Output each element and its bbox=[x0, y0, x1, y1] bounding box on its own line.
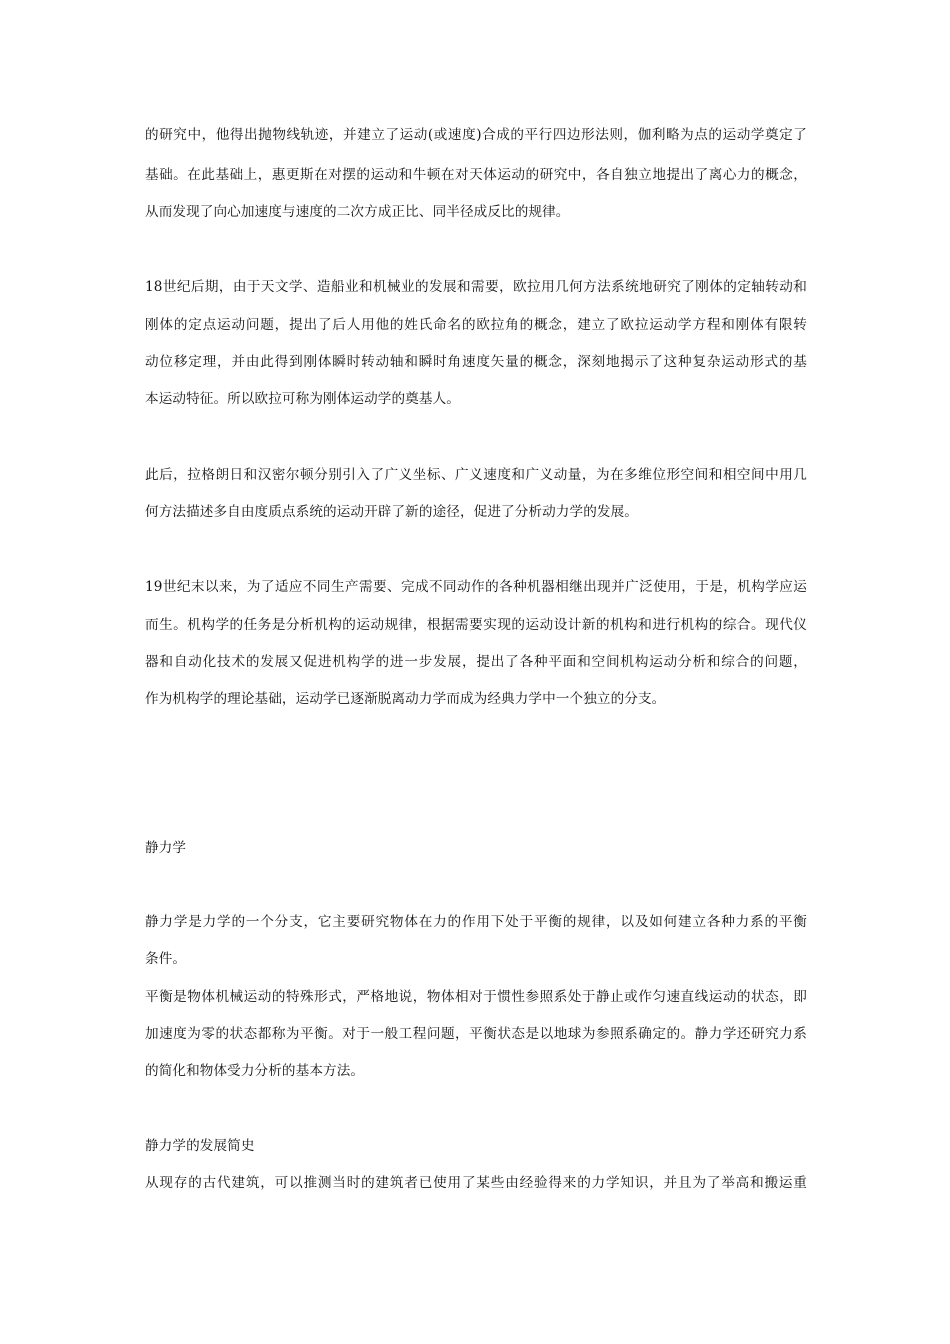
paragraph-5-line-2: 条件。 bbox=[145, 951, 187, 967]
paragraph-1-line-1: 的研究中，他得出抛物线轨迹，并建立了运动(或速度)合成的平行四边形法则，伽利略为点的运动学奠定了 bbox=[145, 127, 807, 143]
document-page bbox=[145, 0, 807, 1344]
paragraph-4-line-3: 器和自动化技术的发展又促进机构学的进一步发展，提出了各种平面和空间机构运动分析和综合的问题， bbox=[145, 654, 807, 670]
section-heading-statics-history: 静力学的发展简史 bbox=[145, 1138, 255, 1154]
paragraph-1-line-2: 基础。在此基础上，惠更斯在对摆的运动和牛顿在对天体运动的研究中，各自独立地提出了离心力的概念， bbox=[145, 167, 807, 183]
paragraph-4-line-4: 作为机构学的理论基础，运动学已逐渐脱离动力学而成为经典力学中一个独立的分支。 bbox=[145, 691, 666, 707]
paragraph-5-line-1: 静力学是力学的一个分支，它主要研究物体在力的作用下处于平衡的规律，以及如何建立各种力系的平衡 bbox=[145, 914, 807, 930]
paragraph-2-line-2: 刚体的定点运动问题，提出了后人用他的姓氏命名的欧拉角的概念，建立了欧拉运动学方程和刚体有限转 bbox=[145, 317, 807, 333]
paragraph-2-line-1: 18世纪后期，由于天文学、造船业和机械业的发展和需要，欧拉用几何方法系统地研究了刚体的定轴转动和 bbox=[145, 279, 807, 295]
paragraph-2-line-3: 动位移定理，并由此得到刚体瞬时转动轴和瞬时角速度矢量的概念，深刻地揭示了这种复杂运动形式的基 bbox=[145, 354, 807, 370]
section-heading-statics: 静力学 bbox=[145, 840, 187, 856]
paragraph-5-line-5: 的简化和物体受力分析的基本方法。 bbox=[145, 1063, 365, 1079]
paragraph-4-line-2: 而生。机构学的任务是分析机构的运动规律，根据需要实现的运动设计新的机构和进行机构的综合。现代仪 bbox=[145, 617, 807, 633]
paragraph-2-line-4: 本运动特征。所以欧拉可称为刚体运动学的奠基人。 bbox=[145, 391, 460, 407]
paragraph-1-line-3: 从而发现了向心加速度与速度的二次方成正比、同半径成反比的规律。 bbox=[145, 204, 570, 220]
paragraph-4-line-1: 19世纪末以来，为了适应不同生产需要、完成不同动作的各种机器相继出现并广泛使用，于是，机构学应运 bbox=[145, 579, 807, 595]
paragraph-6-line-1: 从现存的古代建筑，可以推测当时的建筑者已使用了某些由经验得来的力学知识，并且为了举高和搬运重 bbox=[145, 1175, 807, 1191]
paragraph-3-line-1: 此后，拉格朗日和汉密尔顿分别引入了广义坐标、广义速度和广义动量，为在多维位形空间和相空间中用几 bbox=[145, 467, 807, 483]
paragraph-5-line-3: 平衡是物体机械运动的特殊形式，严格地说，物体相对于惯性参照系处于静止或作匀速直线运动的状态，即 bbox=[145, 989, 807, 1005]
paragraph-3-line-2: 何方法描述多自由度质点系统的运动开辟了新的途径，促进了分析动力学的发展。 bbox=[145, 504, 638, 520]
paragraph-5-line-4: 加速度为零的状态都称为平衡。对于一般工程问题，平衡状态是以地球为参照系确定的。静力学还研究力系 bbox=[145, 1026, 807, 1042]
